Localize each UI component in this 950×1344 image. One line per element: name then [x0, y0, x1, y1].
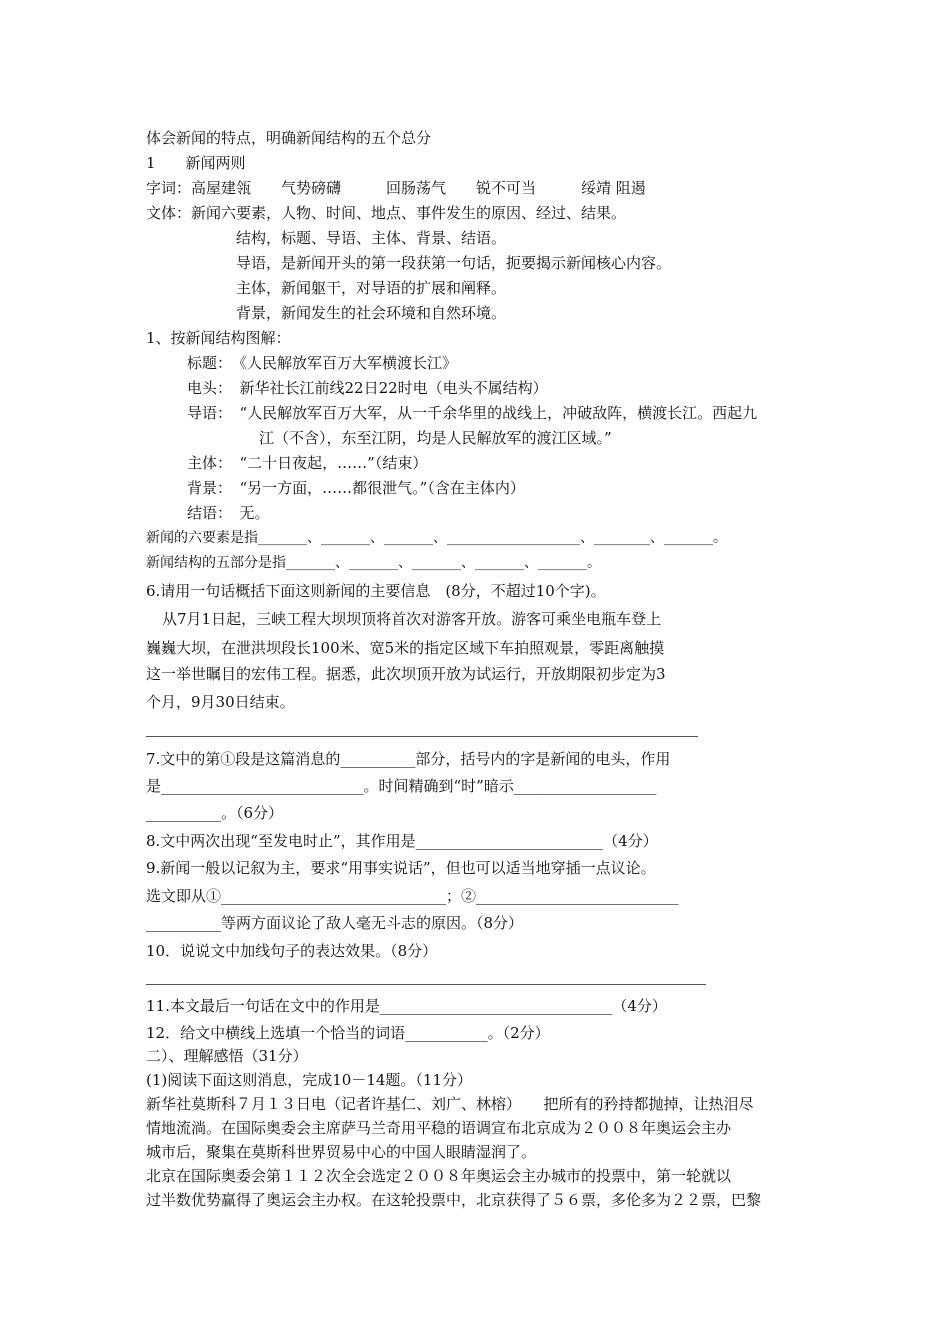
question-7: 7.文中的第①段是这篇消息的__________部分，括号内的字是新闻的电头，作用 [146, 750, 671, 768]
text-line: 背景，新闻发生的社会环境和自然环境。 [236, 304, 507, 322]
section-heading: 二）、理解感悟（31分） [146, 1047, 308, 1065]
section-instruction: (1)阅读下面这则消息，完成10－14题。（11分） [146, 1071, 473, 1089]
text-line: 主体，新闻躯干，对导语的扩展和阐释。 [236, 279, 507, 297]
passage-line: 新华社莫斯科７月１３日电（记者许基仁、刘广、林榕） 把所有的矜持都抛掉，让热泪尽 [146, 1095, 754, 1113]
question-9: 9.新闻一般以记叙为主，要求“用事实说话”，但也可以适当地穿插一点议论。 [146, 859, 656, 877]
passage-line: 个月，9月30日结束。 [146, 693, 295, 711]
text-line: 背景： “另一方面，……都很泄气。”（含在主体内） [187, 479, 525, 497]
question-12: 12．给文中横线上选填一个恰当的词语___________。（2分） [146, 1024, 550, 1042]
text-line: 字词：高屋建瓴 气势磅礴 回肠荡气 锐不可当 绥靖 阻遏 [146, 179, 646, 197]
passage-line: 这一举世瞩目的宏伟工程。据悉，此次坝顶开放为试运行，开放期限初步定为3 [146, 665, 666, 683]
text-line: 标题： 《人民解放军百万大军横渡长江》 [187, 354, 458, 372]
text-line: 文体：新闻六要素，人物、时间、地点、事件发生的原因、经过、结果。 [146, 204, 627, 222]
passage-line: 北京在国际奥委会第１１２次全会选定２００８年奥运会主办城市的投票中，第一轮就以 [146, 1167, 732, 1185]
text-line: 结构，标题、导语、主体、背景、结语。 [236, 229, 507, 247]
text-line: 结语： 无。 [187, 504, 270, 522]
passage-line: 过半数优势赢得了奥运会主办权。在这轮投票中，北京获得了５６票，多伦多为２２票，巴黎 [146, 1191, 762, 1209]
answer-line [146, 984, 706, 985]
text-line: 体会新闻的特点，明确新闻结构的五个总分 [146, 129, 432, 147]
question-7-cont: __________。（6分） [146, 804, 284, 822]
text-line: 1、按新闻结构图解： [146, 329, 291, 347]
text-line: 导语，是新闻开头的第一段获第一句话，扼要揭示新闻核心内容。 [236, 254, 672, 272]
text-line: 导语： “人民解放军百万大军，从一千余华里的战线上，冲破敌阵，横渡长江。西起九 [187, 404, 758, 422]
text-line: 主体： “二十日夜起，……”（结束） [187, 454, 428, 472]
question-7-cont: 是___________________________。时间精确到“时”暗示___________________ [146, 777, 657, 795]
question-8: 8.文中两次出现“至发电时止”，其作用是_________________________（4分） [146, 832, 658, 850]
question-10: 10．说说文中加线句子的表达效果。（8分） [146, 942, 438, 960]
passage-line: 城市后，聚集在莫斯科世界贸易中心的中国人眼睛湿润了。 [146, 1143, 537, 1161]
question-9-cont: 选文即从①______________________________；②___________________________ [146, 887, 679, 905]
question-6: 6.请用一句话概括下面这则新闻的主要信息 (8分，不超过10个字)。 [146, 582, 606, 600]
passage-line: 从7月1日起，三峡工程大坝坝顶将首次对游客开放。游客可乘坐电瓶车登上 [162, 610, 662, 628]
passage-line: 情地流淌。在国际奥委会主席萨马兰奇用平稳的语调宣布北京成为２００８年奥运会主办 [146, 1119, 732, 1137]
passage-line: 巍巍大坝，在泄洪坝段长100米、宽5米的指定区域下车拍照观景，零距离触摸 [146, 639, 665, 657]
fill-in-line: 新闻的六要素是指_______、_______、_______、___________________、________、_______。 [146, 530, 727, 546]
answer-line [146, 736, 698, 737]
question-9-cont: __________等两方面议论了敌人毫无斗志的原因。（8分） [146, 914, 524, 932]
text-line: 电头： 新华社长江前线22日22时电（电头不属结构） [187, 379, 548, 397]
text-line: 江（不含），东至江阴，均是人民解放军的渡江区域。” [259, 429, 612, 447]
question-11: 11.本文最后一句话在文中的作用是_______________________________（4分） [146, 997, 667, 1015]
section-heading: 1 新闻两则 [146, 154, 246, 172]
fill-in-line: 新闻结构的五部分是指_______、_______、_______、_______、_______。 [146, 555, 601, 571]
